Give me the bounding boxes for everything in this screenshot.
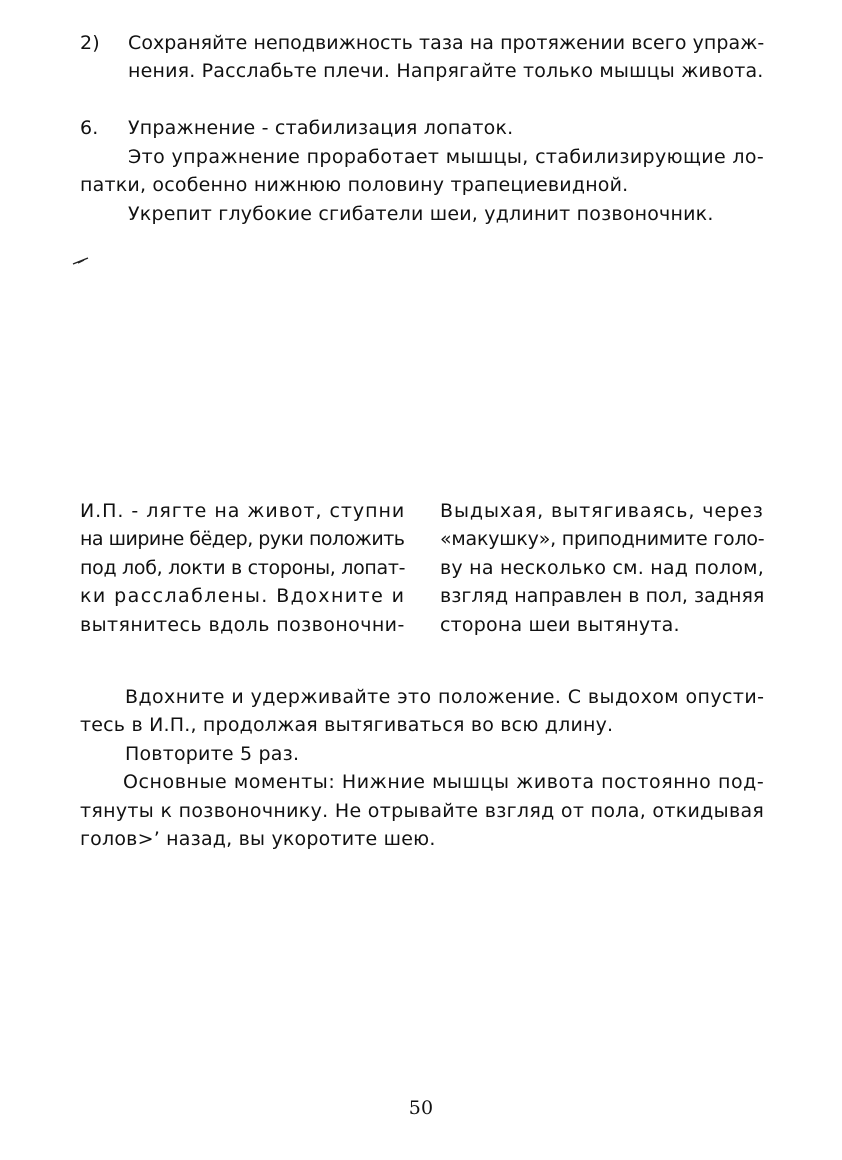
left-column-line: ки расслаблены. Вдохните и: [80, 585, 406, 607]
right-column-line: Выдыхая, вытягиваясь, через: [440, 500, 764, 522]
left-column-line: И.П. - лягте на живот, ступни: [80, 500, 406, 522]
right-column-line: взгляд направлен в пол, задняя: [440, 585, 765, 607]
bottom-line-2: тесь в И.П., продолжая вытягиваться во всю длину.: [80, 714, 614, 736]
item-6-number: 6.: [80, 117, 99, 139]
bottom-line-4: Основные моменты: Нижние мышцы живота постоянно под-: [123, 771, 765, 793]
stray-mark-icon: [72, 256, 90, 266]
right-column-line: «макушку», приподнимите голо-: [440, 528, 765, 550]
right-column-line: ву на несколько см. над полом,: [440, 557, 765, 579]
item-6-line-3: Укрепит глубокие сгибатели шеи, удлинит позвоночник.: [128, 203, 714, 225]
bottom-line-6: голов>’ назад, вы укоротите шею.: [80, 828, 436, 850]
left-column-line: на ширине бёдер, руки положить: [80, 528, 405, 550]
item-6-title: Упражнение - стабилизация лопаток.: [128, 117, 514, 139]
bottom-line-3: Повторите 5 раз.: [125, 743, 300, 765]
bottom-line-1: Вдохните и удерживайте это положение. С выдохом опусти-: [125, 686, 765, 708]
left-column-line: под лоб, локти в стороны, лопат-: [80, 557, 406, 579]
item-2-line-2: нения. Расслабьте плечи. Напрягайте только мышцы живота.: [128, 60, 764, 82]
item-2-number: 2): [80, 32, 100, 54]
item-2-line-1: Сохраняйте неподвижность таза на протяжении всего упраж-: [128, 32, 765, 54]
bottom-line-5: тянуты к позвоночнику. Не отрывайте взгляд от пола, откидывая: [80, 800, 765, 822]
left-column-line: вытянитесь вдоль позвоночни-: [80, 614, 405, 636]
page-number: 50: [408, 1097, 434, 1119]
item-6-line-1: Это упражнение проработает мышцы, стабилизирующие ло-: [128, 146, 765, 168]
right-column-line: сторона шеи вытянута.: [440, 614, 680, 636]
item-6-line-2: патки, особенно нижнюю половину трапециевидной.: [80, 174, 629, 196]
